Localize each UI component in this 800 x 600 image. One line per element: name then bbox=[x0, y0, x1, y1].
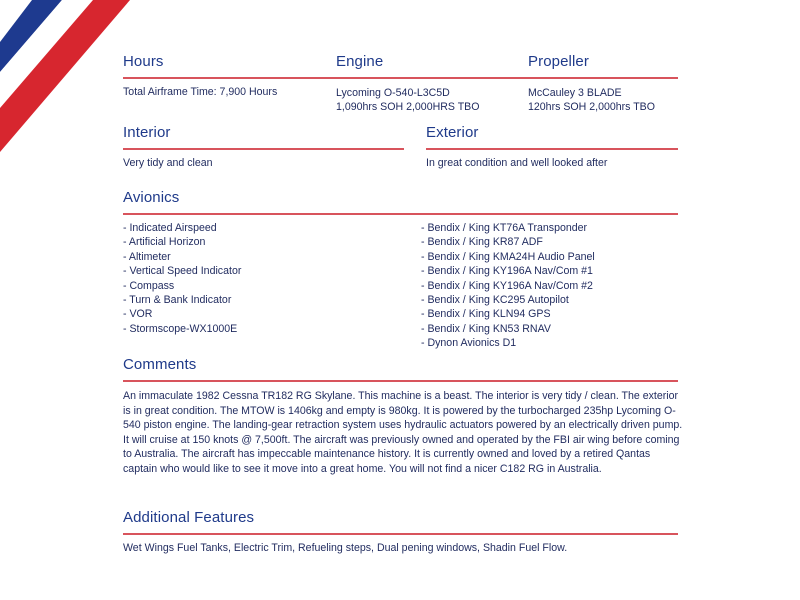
avionics-right-list bbox=[421, 221, 595, 351]
interior-heading: Interior bbox=[123, 124, 171, 141]
engine-hours: 1,090hrs SOH 2,000HRS TBO bbox=[336, 101, 480, 113]
list-item: - Bendix / King KC295 Autopilot bbox=[421, 294, 569, 307]
engine-model: Lycoming O-540-L3C5D bbox=[336, 87, 450, 99]
interior-text: Very tidy and clean bbox=[123, 157, 213, 169]
list-item: - Stormscope-WX1000E bbox=[123, 322, 238, 335]
exterior-heading: Exterior bbox=[426, 124, 479, 141]
list-item: - Bendix / King KLN94 GPS bbox=[421, 308, 551, 321]
hours-heading: Hours bbox=[123, 53, 164, 70]
list-item: - VOR bbox=[123, 308, 153, 321]
additional-features-rule bbox=[123, 533, 678, 535]
propeller-model: McCauley 3 BLADE bbox=[528, 87, 622, 99]
list-item: - Indicated Airspeed bbox=[123, 222, 217, 234]
list-item: - Bendix / King KR87 ADF bbox=[421, 236, 543, 249]
comments-heading: Comments bbox=[123, 356, 197, 373]
list-item: - Bendix / King KT76A Transponder bbox=[421, 222, 588, 234]
list-item: - Vertical Speed Indicator bbox=[123, 265, 242, 278]
list-item: - Bendix / King KMA24H Audio Panel bbox=[421, 250, 595, 263]
exterior-text: In great condition and well looked after bbox=[426, 157, 608, 169]
exterior-rule bbox=[426, 148, 678, 150]
avionics-left-list bbox=[123, 221, 241, 336]
list-item: - Bendix / King KY196A Nav/Com #1 bbox=[421, 265, 593, 278]
avionics-heading: Avionics bbox=[123, 189, 180, 206]
list-item: - Turn & Bank Indicator bbox=[123, 294, 232, 307]
propeller-hours: 120hrs SOH 2,000hrs TBO bbox=[528, 101, 655, 113]
corner-stripes-icon bbox=[0, 0, 140, 160]
avionics-rule bbox=[123, 213, 678, 215]
additional-features-text: Wet Wings Fuel Tanks, Electric Trim, Refueling steps, Dual pening windows, Shadin Fuel Flow. bbox=[123, 542, 568, 554]
interior-rule bbox=[123, 148, 404, 150]
comments-rule bbox=[123, 380, 678, 382]
engine-heading: Engine bbox=[336, 53, 384, 70]
comments-paragraph: An immaculate 1982 Cessna TR182 RG Skylane. This machine is a beast. The interior is very tidy / clean. The exterior is in great condition. The MTOW is 1406kg and empty is 980kg. It is powered by the turbocharged 235hp Lycoming O-540 piston engine. The landing-gear retraction system uses hydraulic actuators powered by an electrically driven pump. It will cruise at 150 knots @ 7,500ft. The aircraft was previously owned and operated by the FBI air wing before coming to Australia. The aircraft has impeccable maintenance history. It is currently owned and loved by a retired Qantas captain who would like to see it move into a great home. You will not find a nicer C182 RG in Australia. bbox=[123, 390, 683, 475]
list-item: - Bendix / King KY196A Nav/Com #2 bbox=[421, 279, 593, 292]
list-item: - Artificial Horizon bbox=[123, 236, 206, 249]
airframe-time: Total Airframe Time: 7,900 Hours bbox=[123, 86, 278, 98]
top-section-rule bbox=[123, 77, 678, 79]
list-item: - Dynon Avionics D1 bbox=[421, 337, 517, 350]
list-item: - Bendix / King KN53 RNAV bbox=[421, 322, 551, 335]
propeller-heading: Propeller bbox=[528, 53, 589, 70]
list-item: - Compass bbox=[123, 279, 175, 292]
list-item: - Altimeter bbox=[123, 250, 171, 263]
additional-features-heading: Additional Features bbox=[123, 509, 255, 526]
